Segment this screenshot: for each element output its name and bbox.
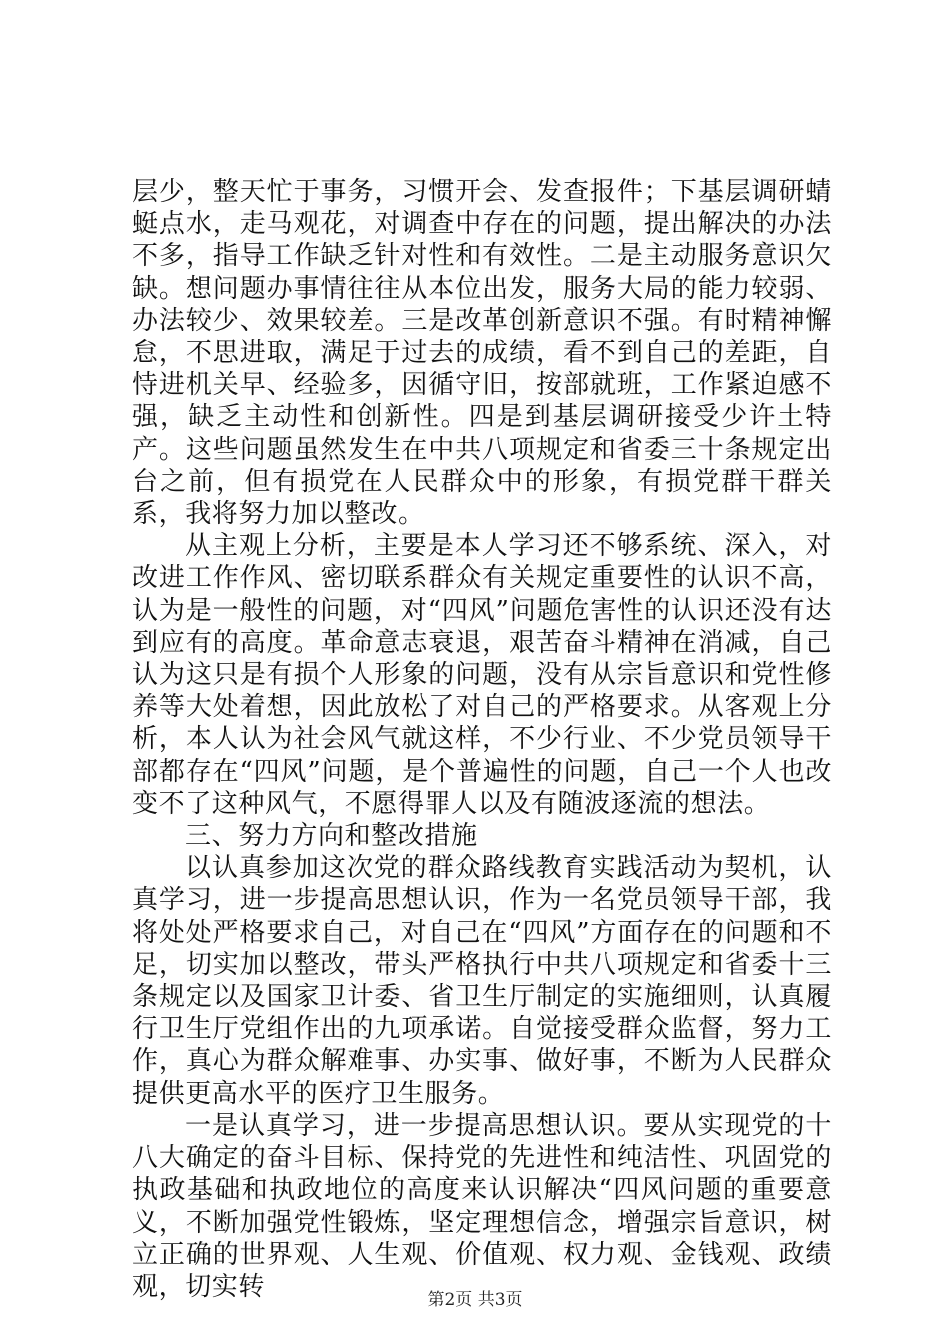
paragraph-analysis: 从主观上分析，主要是本人学习还不够系统、深入，对改进工作作风、密切联系群众有关规定重要性的认识不高，认为是一般性的问题，对“四风”问题危害性的认识还没有达到应有的高度。革命意志衰退，艰苦奋斗精神在消减，自己认为这只是有损个人形象的问题，没有从宗旨意识和党性修养等大处着想，因此放松了对自己的严格要求。从客观上分析，本人认为社会风气就这样，不少行业、不少党员领导干部都存在“四风”问题，是个普遍性的问题，自己一个人也改变不了这种风气，不愿得罪人以及有随波逐流的想法。 [132, 531, 832, 819]
section-heading: 三、努力方向和整改措施 [185, 821, 478, 852]
paragraph-continuation: 层少，整天忙于事务，习惯开会、发查报件；下基层调研蜻蜓点水，走马观花，对调查中存在的问题，提出解决的办法不多，指导工作缺乏针对性和有效性。二是主动服务意识欠缺。想问题办事情往往从本位出发，服务大局的能力较弱、办法较少、效果较差。三是改革创新意识不强。有时精神懈怠，不思进取，满足于过去的成绩，看不到自己的差距，自恃进机关早、经验多，因循守旧，按部就班，工作紧迫感不强，缺乏主动性和创新性。四是到基层调研接受少许土特产。这些问题虽然发生在中共八项规定和省委三十条规定出台之前，但有损党在人民群众中的形象，有损党群干群关系，我将努力加以整改。 [132, 177, 832, 530]
document-body [132, 176, 832, 1303]
paragraph-measure-one: 一是认真学习，进一步提高思想认识。要从实现党的十八大确定的奋斗目标、保持党的先进性和纯洁性、巩固党的执政基础和执政地位的高度来认识解决“四风问题的重要意义，不断加强党性锻炼，坚定理想信念，增强宗旨意识，树立正确的世界观、人生观、价值观、权力观、金钱观、政绩观，切实转 [132, 1110, 832, 1302]
page-footer: 第2页 共3页 [427, 1290, 523, 1310]
paragraph-measures-intro: 以认真参加这次党的群众路线教育实践活动为契机，认真学习，进一步提高思想认识，作为一名党员领导干部，我将处处严格要求自己，对自己在“四风”方面存在的问题和不足，切实加以整改，带头严格执行中共八项规定和省委十三条规定以及国家卫计委、省卫生厅制定的实施细则，认真履行卫生厅党组作出的九项承诺。自觉接受群众监督，努力工作，真心为群众解难事、办实事、做好事，不断为人民群众提供更高水平的医疗卫生服务。 [132, 853, 832, 1109]
